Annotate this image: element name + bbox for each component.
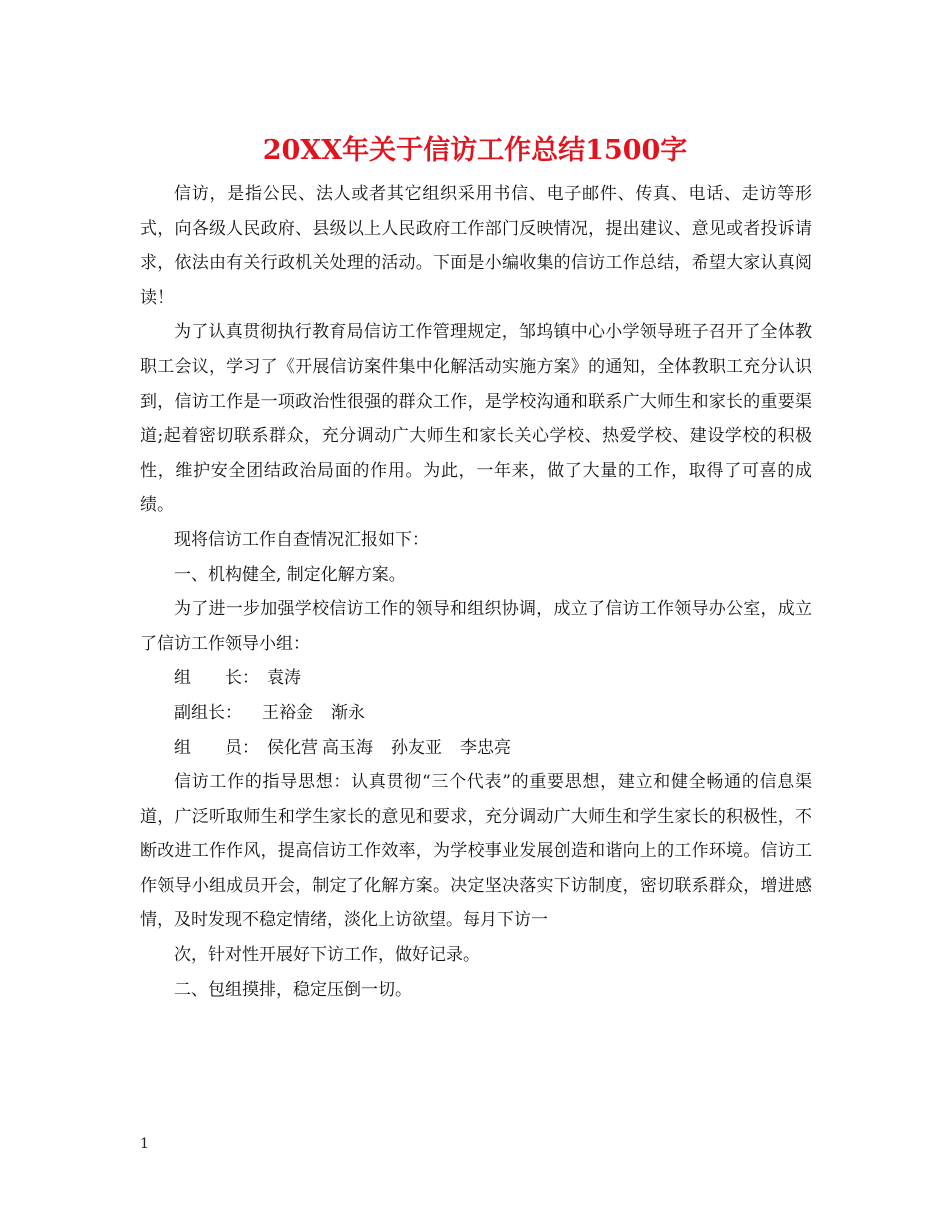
roster-leader-name: 袁涛 — [267, 668, 301, 689]
section-one-heading: 一、机构健全, 制定化解方案。 — [174, 564, 406, 585]
background-paragraph: 为了认真贯彻执行教育局信访工作管理规定，邹坞镇中心小学领导班子召开了全体教职工会议，学习了《开展信访案件集中化解活动实施方案》的通知，全体教职工充分认识到，信访工作是一项政治性很强的群众工作，是学校沟通和联系广大师生和家长的重要渠道;起着密切联系群众，充分调动广大师生和家长关心学校、热爱学校、建设学校的积极性，维护安全团结政治局面的作用。为此，一年来，做了大量的工作，取得了可喜的成绩。 — [140, 322, 812, 516]
page-number: 1 — [140, 1136, 149, 1152]
roster-member-line — [140, 731, 812, 766]
guidance-paragraph: 信访工作的指导思想：认真贯彻“三个代表”的重要思想，建立和健全畅通的信息渠道，广泛听取师生和学生家长的意见和要求，充分调动广大师生和学生家长的积极性，不断改进工作作风，提高信访工作效率，为学校事业发展创造和谐向上的工作环境。信访工作领导小组成员开会，制定了化解方案。决定坚决落实下访制度，密切联系群众，增进感情，及时发现不稳定情绪，淡化上访欲望。每月下访一 — [140, 772, 812, 931]
roster-member-name: 高玉海 — [322, 737, 373, 758]
document-title: 20XX年关于信访工作总结1500字 — [262, 135, 688, 166]
document-body — [140, 177, 812, 1007]
roster-member-name: 李忠亮 — [460, 737, 511, 758]
roster-deputy-role: 副组长： — [174, 702, 242, 723]
roster-deputy-name: 渐永 — [331, 702, 365, 723]
roster-leader-role: 组 长： — [174, 668, 259, 689]
roster-leader-line — [140, 661, 812, 696]
guidance-paragraph-tail: 次，针对性开展好下访工作，做好记录。 — [174, 945, 480, 966]
section-two-heading: 二、包组摸排，稳定压倒一切。 — [174, 979, 412, 1000]
roster-member-role: 组 员： — [174, 737, 259, 758]
roster-member-name: 侯化营 — [267, 737, 318, 758]
report-intro-line: 现将信访工作自查情况汇报如下： — [174, 529, 429, 550]
roster-deputy-line — [140, 696, 812, 731]
intro-paragraph: 信访，是指公民、法人或者其它组织采用书信、电子邮件、传真、电话、走访等形式，向各级人民政府、县级以上人民政府工作部门反映情况，提出建议、意见或者投诉请求，依法由有关行政机关处理的活动。下面是小编收集的信访工作总结，希望大家认真阅读！ — [140, 184, 812, 308]
roster-member-name: 孙友亚 — [391, 737, 442, 758]
leadership-office-paragraph: 为了进一步加强学校信访工作的领导和组织协调，成立了信访工作领导办公室，成立了信访工作领导小组： — [140, 599, 812, 654]
roster-deputy-name: 王裕金 — [262, 702, 313, 723]
